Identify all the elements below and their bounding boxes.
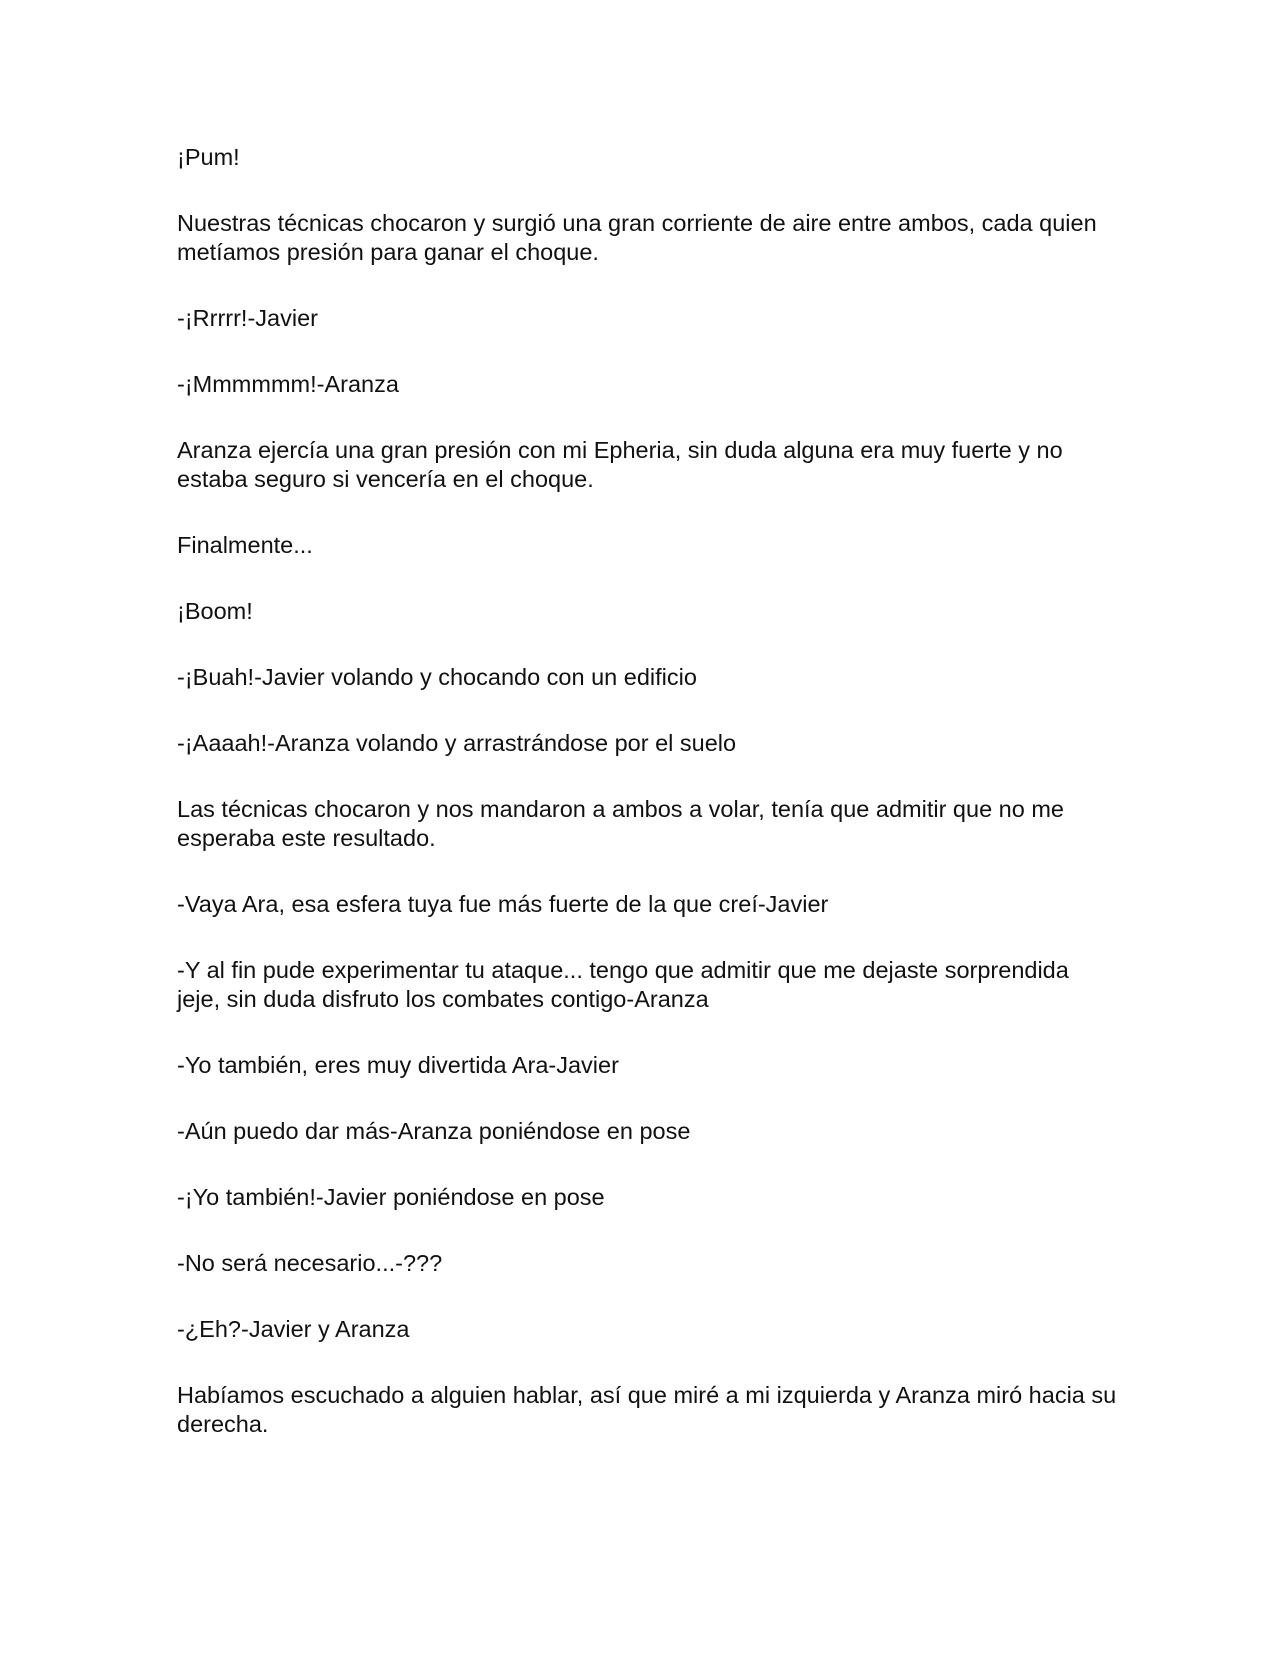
paragraph-5: Aranza ejercía una gran presión con mi Epheria, sin duda alguna era muy fuerte y no estaba seguro si vencería en el choque.	[177, 437, 1063, 492]
paragraph-17: -¿Eh?-Javier y Aranza	[177, 1316, 410, 1342]
document-body	[177, 143, 1117, 1476]
paragraph-16: -No será necesario...-???	[177, 1250, 443, 1276]
paragraph-9: -¡Aaaah!-Aranza volando y arrastrándose por el suelo	[177, 730, 737, 756]
paragraph-11: -Vaya Ara, esa esfera tuya fue más fuerte de la que creí-Javier	[177, 891, 829, 917]
paragraph-2: Nuestras técnicas chocaron y surgió una gran corriente de aire entre ambos, cada quien metíamos presión para ganar el choque.	[177, 210, 1097, 265]
paragraph-1: ¡Pum!	[177, 144, 240, 170]
paragraph-13: -Yo también, eres muy divertida Ara-Javier	[177, 1052, 619, 1078]
paragraph-14: -Aún puedo dar más-Aranza poniéndose en pose	[177, 1118, 691, 1144]
paragraph-4: -¡Mmmmmm!-Aranza	[177, 371, 399, 397]
paragraph-18: Habíamos escuchado a alguien hablar, así que miré a mi izquierda y Aranza miró hacia su derecha.	[177, 1382, 1117, 1437]
paragraph-3: -¡Rrrrr!-Javier	[177, 305, 318, 331]
paragraph-12: -Y al fin pude experimentar tu ataque... tengo que admitir que me dejaste sorprendida jeje, sin duda disfruto los combates contigo-Aranza	[177, 957, 1069, 1012]
paragraph-8: -¡Buah!-Javier volando y chocando con un edificio	[177, 664, 697, 690]
paragraph-15: -¡Yo también!-Javier poniéndose en pose	[177, 1184, 605, 1210]
paragraph-7: ¡Boom!	[177, 598, 253, 624]
paragraph-10: Las técnicas chocaron y nos mandaron a ambos a volar, tenía que admitir que no me esperaba este resultado.	[177, 796, 1064, 851]
paragraph-6: Finalmente...	[177, 532, 313, 558]
